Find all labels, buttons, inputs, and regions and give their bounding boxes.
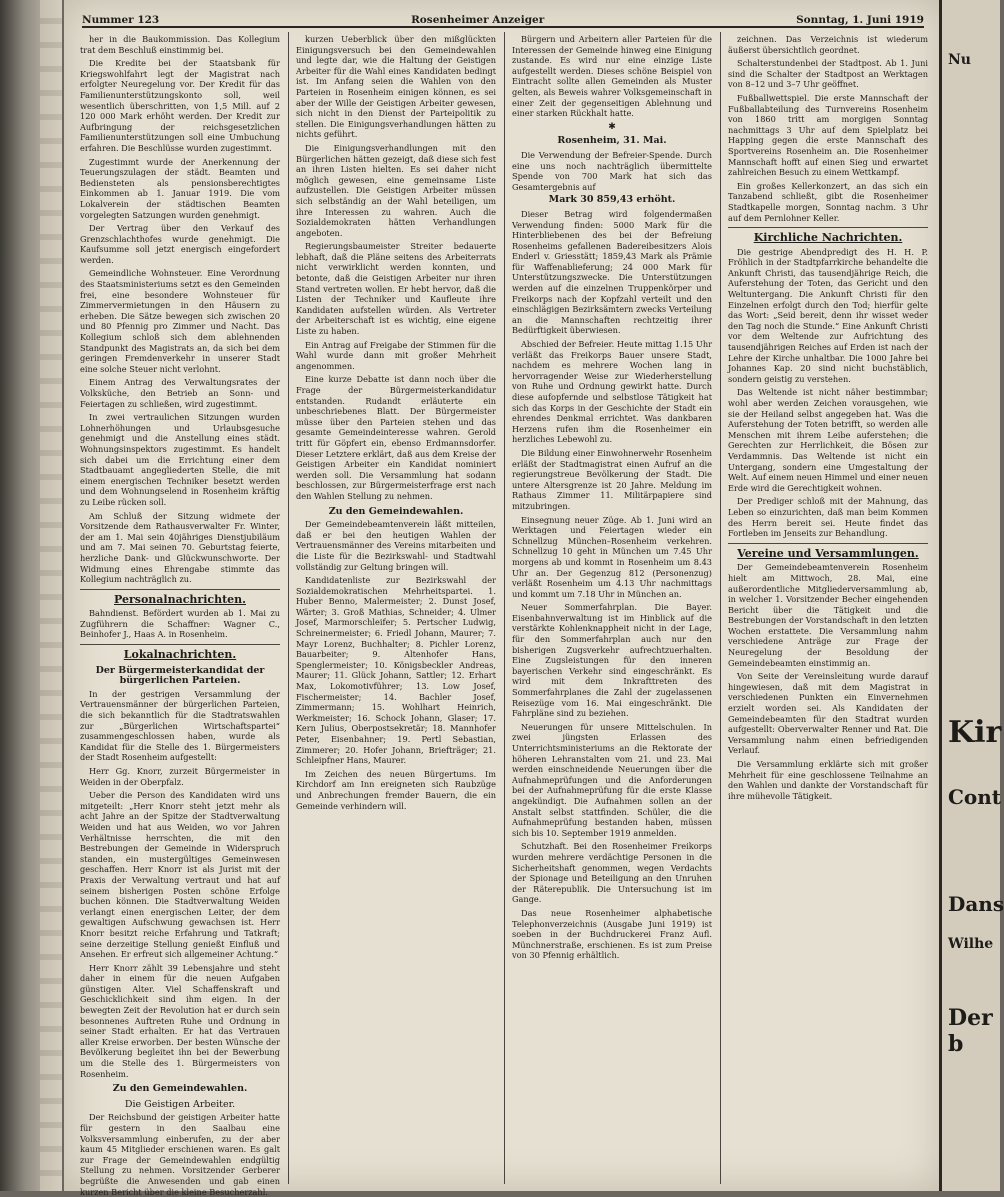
article-paragraph: Bürgern und Arbeitern aller Parteien für die Interessen der Gemeinde hinweg eine Einigung zustande. Es wird nur eine einzige Liste aufgestellt werden. Dieses schöne Beispiel von Eintracht sollte allen Gemeinden als Muster gelten, als Beweis wahrer Volksgemeinschaft in einer Zeit der gegenseitigen Ablehnung und einer starken Rückhalt hatte.	[512, 34, 712, 119]
article-paragraph: Zugestimmt wurde der Anerkennung der Teuerungszulagen der städt. Beamten und Bediensteten als pensionsberechtigtes Einkommen ab 1. Januar 1919. Die vom Lokalverein der städtischen Beamten vorgelegten Satzungen wurden genehmigt.	[80, 156, 280, 220]
column-rule	[504, 32, 505, 1184]
page-header	[82, 8, 924, 28]
article-paragraph: Herr Gg. Knorr, zurzeit Bürgermeister in Weiden in der Oberpfalz.	[80, 766, 280, 787]
article-paragraph: Im Zeichen des neuen Bürgertums. Im Kirchdorf am Inn ereigneten sich Raubzüge und Anbrechungen fremder Bauern, die ein Gemeinde verhindern will.	[296, 768, 496, 811]
article-paragraph: Die Bildung einer Einwohnerwehr Rosenheim erläßt der Stadtmagistrat einen Aufruf an die regierungstreue Bevölkerung der Stadt. Die untere Altersgrenze ist 20 Jahre. Meldung im Rathaus Zimmer 11. Militärpapiere sind mitzubringen.	[512, 447, 712, 511]
article-headline: Zu den Gemeindewahlen.	[112, 1083, 248, 1095]
article-paragraph: Der Gemeindebeamtenverein Rosenheim hielt am Mittwoch, 28. Mai, eine außerordentliche Mitgliederversammlung ab, in welcher 1. Vorsitzender Becher eingehenden Bericht über die Tätigkeit und die Bestrebungen der Vorstandschaft in den letzten Wochen erstattete. Die Versammlung nahm verschiedene Anträge zur Frage der Neuregelung der Besoldung der Gemeindebeamten einstimmig an.	[728, 562, 928, 668]
section-heading-church: Kirchliche Nachrichten.	[753, 231, 903, 245]
article-paragraph: Die Verwendung der Befreier-Spende. Durch eine uns noch nachträglich übermittelte Spende von 700 Mark hat sich das Gesamtergebnis auf	[512, 149, 712, 192]
article-paragraph: Das neue Rosenheimer alphabetische Telephonverzeichnis (Ausgabe Juni 1919) ist soeben in der Buchdruckerei Franz Aufl. Münchnerstraße, erschienen. Es ist zum Preise von 30 Pfennig erhältlich.	[512, 907, 712, 961]
fragment-text: Dans	[948, 892, 1004, 916]
section-heading-clubs: Vereine und Versammlungen.	[737, 546, 919, 560]
article-paragraph: Von Seite der Vereinsleitung wurde darauf hingewiesen, daß mit dem Magistrat in verschiedenen Punkten ein Einvernehmen erzielt worden sei. Als Kandidaten der Gemeindebeamten für den Stadtrat wurden aufgestellt: Oberverwalter Renner und Rat. Die Versammlung nahm einen befriedigenden Verlauf.	[728, 671, 928, 756]
fragment-text: Wilhe	[948, 936, 994, 952]
article-paragraph: Das Weltende ist nicht näher bestimmbar; wohl aber werden Zeichen vorausgehen, wie sie der Heiland selbst angegeben hat. Was die Auferstehung der Toten betrifft, so werden alle Menschen mit ihrem Leibe auferstehen; die Gerechten zur Herrlichkeit, die Bösen zur Verdammnis. Das Weltende ist nicht ein Untergang, sondern eine Umgestaltung der Welt. Auf einem neuen Himmel und einer neuen Erde wird die Gerechtigkeit wohnen.	[728, 387, 928, 493]
article-headline: Der Bürgermeisterkandidat der bürgerlichen Parteien.	[95, 664, 265, 687]
article-paragraph: Abschied der Befreier. Heute mittag 1.15 Uhr verläßt das Freikorps Bauer unsere Stadt, nachdem es mehrere Wochen lang in hervorragender Weise zur Wiederherstellung von Ruhe und Ordnung gewirkt hatte. Durch diese aufopfernde und selbstlose Tätigkeit hat sich das Korps in der Geschichte der Stadt ein ehrendes Denkmal errichtet. Was dankbaren Herzens rufen ihm die Rosenheimer ein herzliches Lebewohl zu.	[512, 339, 712, 445]
fragment-text: Nu	[948, 52, 971, 68]
column-rule	[288, 32, 289, 1184]
article-paragraph: Eine kurze Debatte ist dann noch über die Frage der Bürgermeisterkandidatur entstanden. Rudandt erläuterte ein unbeschriebenes Blatt. Der Bürgermeister müsse über den Parteien stehen und das gesamte Gemeindeinteresse wahren. Gerold tritt für Göpfert ein, ebenso Erdmannsdorfer. Dieser Letztere erklärt, daß aus dem Kreise der Geistigen Arbeiter ein Kandidat nominiert werden soll. Die Versammlung hat sodann beschlossen, zur Bürgermeisterfrage erst nach den Wahlen Stellung zu nehmen.	[296, 374, 496, 501]
article-paragraph: Die Einigungsverhandlungen mit den Bürgerlichen hätten gezeigt, daß diese sich fest an ihren Listen hielten. Es sei daher nicht möglich gewesen, eine gemeinsame Liste aufzustellen. Die Geistigen Arbeiter müssen sich selbständig an der Wahl beteiligen, um ihre Interessen zu wahren. Auch die Sozialdemokraten hätten Verhandlungen angeboten.	[296, 142, 496, 238]
column-rule	[720, 32, 721, 1184]
article-paragraph: her in die Baukommission. Das Kollegium trat dem Beschluß einstimmig bei.	[80, 34, 280, 55]
article-paragraph: In der gestrigen Versammlung der Vertrauensmänner der bürgerlichen Parteien, die sich bekanntlich für die Stadtratswahlen zur „Bürgerlichen Wirtschaftspartei“ zusammengeschlossen haben, wurde als Kandidat für die Stelle des 1. Bürgermeisters der Stadt Rosenheim aufgestellt:	[80, 688, 280, 763]
divider	[728, 543, 928, 544]
article-paragraph: Kandidatenliste zur Bezirkswahl der Sozialdemokratischen Mehrheitspartei. 1. Huber Benno, Malermeister; 2. Dunst Josef, Wärter; 3. Groß Mathias, Schneider; 4. Ulmer Josef, Marmorschleifer; 5. Pertscher Ludwig, Schreinermeister; 6. Friedl Johann, Maurer; 7. Mayr Lorenz, Buchhalter; 8. Pichler Lorenz, Bauarbeiter; 9. Altenhofer Hans, Spenglermeister; 10. Königsbeckler Andreas, Maurer; 11. Glück Johann, Sattler; 12. Erhart Max, Lokomotivführer; 13. Low Josef, Fischermeister; 14. Bachler Josef, Zimmermann; 15. Wohlhart Heinrich, Werkmeister; 16. Schock Johann, Glaser; 17. Kern Julius, Oberpostsekretär; 18. Mannhofer Peter, Eisenbahner; 19. Pertl Sebastian, Zimmerer; 20. Hofer Johann, Briefträger; 21. Schleipfner Hans, Maurer.	[296, 575, 496, 766]
article-paragraph: Schalterstundenbei der Stadtpost. Ab 1. Juni sind die Schalter der Stadtpost an Werktagen von 8–12 und 3–7 Uhr geöffnet.	[728, 58, 928, 90]
issue-number: Nummer 123	[82, 14, 160, 26]
article-paragraph: Herr Knorr zählt 39 Lebensjahre und steht daher in einem für die neuen Aufgaben günstigen Alter. Viel Schaffenskraft und Geschicklichkeit sind ihm eigen. In der bewegten Zeit der Revolution hat er durch sein besonnenes Auftreten Ruhe und Ordnung in seiner Stadt erhalten. Er hat das Vertrauen aller Kreise erworben. Der besten Wünsche der Bevölkerung begleitet ihn bei der Bewerbung um die Stelle des 1. Bürgermeisters von Rosenheim.	[80, 962, 280, 1079]
fragment-text: Cont	[948, 785, 1002, 809]
article-paragraph: Dieser Betrag wird folgendermaßen Verwendung finden: 5000 Mark für die Hinterbliebenen des bei der Befreiung Rosenheims gefallenen Badereibesitzers Alois Enderl v. Griesstätt; 1859,43 Mark als Prämie für Waffenablieferung; 24 000 Mark für Unterstützungszwecke. Die Unterstützungen werden auf die einzelnen Truppenkörper und Freikorps nach der Kopfzahl verteilt und den einschlägigen Bezirksämtern zwecks Verteilung an die Mannschaften rechtzeitig ihrer Bedürftigkeit überwiesen.	[512, 208, 712, 336]
article-paragraph: Der Vertrag über den Verkauf des Grenzschlachthofes wurde genehmigt. Die Kaufsumme soll jetzt energisch eingefordert werden.	[80, 223, 280, 265]
column-3	[512, 34, 712, 1184]
separator-star: ✱	[608, 121, 616, 132]
article-paragraph: Die Kredite bei der Staatsbank für Kriegswohlfahrt legt der Magistrat nach erfolgter Neuregelung vor. Der Kredit für das Familienunterstützungskonto soll, weil wesentlich überschritten, von 1,5 Mill. auf 2 120 000 Mark erhöht werden. Der Kredit zur Aufbringung der reichsgesetzlichen Familienunterstützungen soll eine Umbuchung erfahren. Die Beschlüsse wurden zugestimmt.	[80, 58, 280, 153]
column-4	[728, 34, 928, 1184]
divider	[80, 589, 280, 590]
masthead: Rosenheimer Anzeiger	[411, 14, 545, 26]
section-heading-local: Lokalnachrichten.	[123, 648, 237, 662]
adjacent-page-edge	[40, 0, 62, 1191]
article-paragraph: Regierungsbaumeister Streiter bedauerte lebhaft, daß die Pläne seitens des Arbeiterrats nicht verwirklicht werden konnten, und betonte, daß die Geistigen Arbeiter nur ihren Stand vertreten wollen. Er hebt hervor, daß die Listen der Techniker und Kaufleute ihre Kandidaten aufstellen würden. Als Vertreter der Arbeiterschaft ist es wichtig, eine eigene Liste zu haben.	[296, 241, 496, 337]
article-paragraph: Die Versammlung erklärte sich mit großer Mehrheit für eine geschlossene Teilnahme an den Wahlen und dankte der Vorstandschaft für ihre mühevolle Tätigkeit.	[728, 759, 928, 801]
dateline: Rosenheim, 31. Mai.	[557, 135, 667, 147]
article-paragraph: Ueber die Person des Kandidaten wird uns mitgeteilt: „Herr Knorr steht jetzt mehr als acht Jahre an der Spitze der Stadtverwaltung Weiden und hat aus Weiden, wo vor Jahren Verhältnisse herrschten, die mit den Bestrebungen der Gemeinde in Widerspruch standen, ein mustergültiges Gemeinwesen geschaffen. Herr Knorr ist als Jurist mit der Praxis der Verwaltung vertraut und hat auf seinem bisherigen Posten schöne Erfolge buchen können. Die Stadtverwaltung Weiden verlangt einen energischen Leiter, der dem gewaltigen Aufschwung gewachsen ist. Herr Knorr besitzt reiche Erfahrung und Tatkraft; seine derzeitige Stellung genießt Einfluß und Ansehen. Er erfreut sich allgemeiner Achtung.“	[80, 790, 280, 960]
article-paragraph: Gemeindliche Wohnsteuer. Eine Verordnung des Staatsministeriums setzt es den Gemeinden frei, eine besondere Wohnsteuer für Zimmervermietungen in den Häusern zu erheben. Die Sätze bewegen sich zwischen 20 und 80 Pfennig pro Zimmer und Nacht. Das Kollegium schloß sich dem ablehnenden Standpunkt des Magistrats an, da sich bei dem geringen Fremdenverkehr in unserer Stadt eine solche Steuer nicht verlohnt.	[80, 268, 280, 374]
article-paragraph: Bahndienst. Befördert wurden ab 1. Mai zu Zugführern die Schaffner: Wagner C., Beinhofer J., Haas A. in Rosenheim.	[80, 608, 280, 640]
article-paragraph: Neuerungen für unsere Mittelschulen. In zwei jüngsten Erlassen des Unterrichtsministeriums an die Rektorate der höheren Lehranstalten vom 21. und 23. Mai werden einschneidende Neuerungen über die Aufnahmeprüfungen und die Anforderungen bei der Aufnahmeprüfung für die erste Klasse angekündigt. Die Aufnahmen sollen an der Anstalt selbst stattfinden. Schüler, die die Aufnahmeprüfung bestanden haben, müssen sich bis 10. September 1919 anmelden.	[512, 721, 712, 838]
fragment-text: Der b	[948, 1005, 993, 1057]
article-subheadline: Die Geistigen Arbeiter.	[124, 1098, 236, 1110]
divider	[728, 227, 928, 228]
article-paragraph: Die gestrige Abendpredigt des H. H. P. Fröhlich in der Stadtpfarrkirche behandelte die Ankunft Christi, das tausendjährige Reich, die Auferstehung der Toten, das Gericht und den Weltuntergang. Die Ankunft Christi für den Einzelnen erfolgt durch den Tod; hierfür gelte das Wort: „Seid bereit, denn ihr wisset weder den Tag noch die Stunde.“ Eine Ankunft Christi vor dem Weltende zur Aufrichtung des tausendjährigen Reiches auf Erden ist nach der Lehre der Kirche unhaltbar. Die 1000 Jahre bei Johannes Kap. 20 sind nicht buchstäblich, sondern geistig zu verstehen.	[728, 246, 928, 384]
article-paragraph: Der Reichsbund der geistigen Arbeiter hatte für gestern in den Saalbau eine Volksversammlung einberufen, zu der aber kaum 45 Mitglieder erschienen waren. Es galt zur Frage der Gemeindewahlen endgültig Stellung zu nehmen. Vorsitzender Gerberer begrüßte die Anwesenden und gab einen kurzen Bericht über die kleine Besucherzahl.	[80, 1112, 280, 1197]
article-paragraph: Neuer Sommerfahrplan. Die Bayer. Eisenbahnverwaltung ist im Hinblick auf die verstärkte Kohlenknappheit nicht in der Lage, für den Sommerfahrplan auch nur den bisherigen Zugsverkehr aufrechtzuerhalten. Eine Zugsleistungen für den inneren bayerischen Verkehr sind eingeschränkt. Es wird mit dem Inkrafttreten des Sommerfahrplanes die Zahl der zugelassenen Reisezüge vom 16. Mai eingeschränkt. Die Fahrpläne sind zu beziehen.	[512, 602, 712, 719]
newspaper-page	[64, 0, 942, 1197]
article-paragraph: Der Prediger schloß mit der Mahnung, das Leben so einzurichten, daß man beim Kommen des Herrn bereit sei. Heute findet das Fortleben im Jenseits zur Behandlung.	[728, 496, 928, 539]
article-headline: Zu den Gemeindewahlen.	[328, 505, 464, 517]
divider	[80, 644, 280, 645]
column-1	[80, 34, 280, 1197]
article-paragraph: Am Schluß der Sitzung widmete der Vorsitzende dem Rathausverwalter Fr. Winter, der am 1. Mai sein 40jähriges Dienstjubiläum und am 7. Mai seinen 70. Geburtstag feierte, herzliche Dank- und Glückwunschworte. Der Widmung eines Ehrengabe stimmte das Kollegium nachträglich zu.	[80, 510, 280, 585]
article-paragraph: Schutzhaft. Bei den Rosenheimer Freikorps wurden mehrere verdächtige Personen in die Sicherheitshaft genommen, wegen Verdachts der Spionage und Beteiligung an den Unruhen der Räterepublik. Die Untersuchung ist im Gange.	[512, 841, 712, 905]
article-paragraph: In zwei vertraulichen Sitzungen wurden Lohnerhöhungen und Urlaubsgesuche genehmigt und die Anstellung eines städt. Wohnungsinspektors zugestimmt. Es handelt sich dabei um die Errichtung einer dem Stadtbauamt angegliederten Stelle, die mit einem energischen Techniker besetzt werden und dem Wohnungselend in Rosenheim kräftig zu Leibe rücken soll.	[80, 412, 280, 507]
article-paragraph: Der Gemeindebeamtenverein läßt mitteilen, daß er bei den heutigen Wahlen der Vertrauensmänner des Vereins mitarbeiten und die Liste für die Bezirkswahl- und Stadtwahl vollständig zur Geltung bringen will.	[296, 519, 496, 572]
column-2	[296, 34, 496, 1184]
article-paragraph: kurzen Ueberblick über den mißglückten Einigungsversuch bei den Gemeindewahlen und legte dar, wie die Haltung der Geistigen Arbeiter für die Wahl eines Kandidaten bedingt ist. Im Anfang seien die Wahlen von den Parteien in Rosenheim einigen können, es sei aber der Wille der Geistigen Arbeiter gewesen, sich nicht in den Dienst der Parteipolitik zu stellen. Die Einigungsverhandlungen hätten zu nichts geführt.	[296, 34, 496, 140]
section-heading-personal: Personalnachrichten.	[114, 592, 246, 606]
article-paragraph: Einsegnung neuer Züge. Ab 1. Juni wird an Werktagen und Feiertagen wieder ein Schnellzug München–Rosenheim verkehren. Schnellzug 10 geht in München um 7.45 Uhr morgens ab und kommt in Rosenheim um 8.43 Uhr an. Der Gegenzug 812 (Personenzug) verläßt Rosenheim um 4.13 Uhr nachmittags und kommt um 7.18 Uhr in München an.	[512, 514, 712, 599]
adjacent-page-fragment	[939, 0, 1004, 1191]
fragment-text: Kir	[948, 715, 1002, 750]
issue-date: Sonntag, 1. Juni 1919	[796, 14, 924, 26]
article-paragraph: Ein Antrag auf Freigabe der Stimmen für die Wahl wurde dann mit großer Mehrheit angenommen.	[296, 339, 496, 371]
article-paragraph: Fußballwettspiel. Die erste Mannschaft der Fußballabteilung des Turnvereins Rosenheim von 1860 tritt am morgigen Sonntag nachmittags 3 Uhr auf dem Spielplatz bei Happing gegen die erste Mannschaft des Sportvereins Rosenheim an. Die Rosenheimer Mannschaft hofft auf einen Sieg und erwartet zahlreichen Besuch zu einem Wettkampf.	[728, 92, 928, 178]
article-paragraph: Einem Antrag des Verwaltungsrates der Volksküche, den Betrieb an Sonn- und Feiertagen zu schließen, wird zugestimmt.	[80, 377, 280, 409]
donation-total: Mark 30 859,43 erhöht.	[548, 194, 676, 206]
scan-left-margin	[0, 0, 62, 1191]
article-paragraph: zeichnen. Das Verzeichnis ist wiederum äußerst übersichtlich geordnet.	[728, 34, 928, 55]
article-paragraph: Ein großes Kellerkonzert, an das sich ein Tanzabend schließt, gibt die Rosenheimer Stadtkapelle morgen, Sonntag nachm. 3 Uhr auf dem Pernlohner Keller.	[728, 180, 928, 223]
